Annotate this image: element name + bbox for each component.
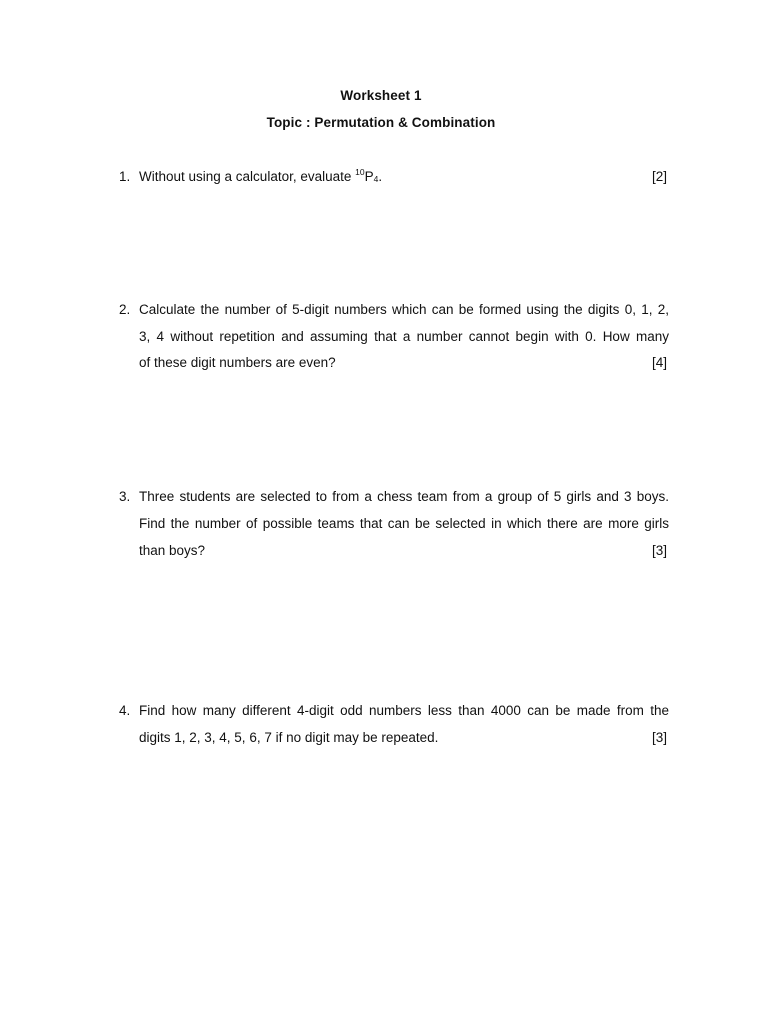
question-text-line: Calculate the number of 5-digit numbers which can be formed using the digits 0, 1, 2,	[139, 302, 669, 317]
permutation-subscript: 4	[373, 174, 379, 184]
worksheet-topic: Topic : Permutation & Combination	[266, 115, 496, 130]
question-number: 1.	[119, 169, 131, 184]
question-marks: [2]	[651, 169, 667, 184]
question-text-line: Find how many different 4-digit odd numbers less than 4000 can be made from the	[139, 703, 669, 718]
question-text-line	[139, 169, 669, 184]
question-marks: [4]	[651, 355, 667, 370]
question-text: Without using a calculator, evaluate	[139, 169, 356, 184]
question-number: 2.	[119, 302, 131, 317]
question-marks: [3]	[651, 543, 667, 558]
question-number: 3.	[119, 489, 131, 504]
question-text-line: Three students are selected to from a chess team from a group of 5 girls and 3 boys.	[139, 489, 669, 504]
question-text-line: digits 1, 2, 3, 4, 5, 6, 7 if no digit may be repeated.	[139, 730, 439, 745]
permutation-suffix: .	[378, 169, 383, 184]
question-text-line: of these digit numbers are even?	[139, 355, 336, 370]
question-text-line: 3, 4 without repetition and assuming that a number cannot begin with 0. How many	[139, 329, 669, 344]
permutation-symbol: P	[364, 169, 374, 184]
question-number: 4.	[119, 703, 131, 718]
permutation-superscript: 10	[355, 167, 365, 177]
worksheet-title: Worksheet 1	[340, 88, 422, 103]
question-text-line: Find the number of possible teams that can be selected in which there are more girls	[139, 516, 669, 531]
question-marks: [3]	[651, 730, 667, 745]
question-text-line: than boys?	[139, 543, 206, 558]
